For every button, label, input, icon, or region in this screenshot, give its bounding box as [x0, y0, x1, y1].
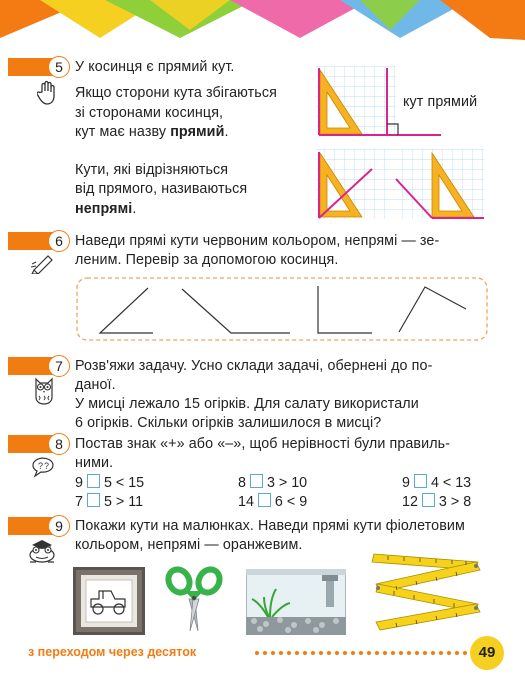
angle-1	[100, 288, 153, 333]
angle-2	[182, 289, 290, 333]
hand-icon	[37, 80, 59, 106]
pencil-icon	[30, 252, 56, 274]
rule-suffix: .	[224, 124, 229, 140]
footer-dot	[311, 651, 315, 655]
task-8-line-2: ними.	[75, 455, 114, 471]
task-5-nonright-line-3	[75, 200, 136, 220]
nonright-suffix: .	[132, 201, 137, 217]
framed-car-picture	[73, 567, 145, 635]
svg-text:?: ?	[38, 461, 44, 471]
page-number: 49	[478, 644, 496, 661]
task-6-line-2: леним. Перевір за допомогою косинця.	[75, 252, 339, 268]
footer-title: з переходом через десяток	[28, 645, 197, 659]
footer-dot	[303, 651, 307, 655]
task-5-nonright-line-1: Кути, які відрізняються	[75, 162, 229, 178]
footer-dot	[255, 651, 259, 655]
header-decoration	[0, 0, 525, 40]
angle-4	[399, 287, 466, 332]
footer-dot	[383, 651, 387, 655]
answer-box[interactable]	[250, 474, 263, 488]
footer-dot	[295, 651, 299, 655]
task-6-line-1: Наведи прямі кути червоним кольором, непрямі — зе-	[75, 233, 440, 249]
svg-text:?: ?	[44, 461, 50, 471]
answer-box[interactable]	[422, 493, 435, 507]
footer-dot	[351, 651, 355, 655]
footer-dot	[415, 651, 419, 655]
task-9-line-1: Покажи кути на малюнках. Наведи прямі кути фіолетовим	[75, 518, 465, 534]
angle-3	[318, 286, 372, 333]
footer-dot	[263, 651, 267, 655]
footer-dot	[463, 651, 467, 655]
task-5-rule-line-1: Якщо сторони кута збігаються	[75, 85, 277, 101]
inequality-2: 8 3 > 10	[238, 475, 308, 491]
answer-box[interactable]	[87, 474, 100, 488]
scissors-picture	[165, 565, 223, 631]
owl-icon	[32, 375, 56, 405]
answer-box[interactable]	[258, 493, 271, 507]
footer-dot	[455, 651, 459, 655]
question-bubble-icon	[30, 456, 56, 478]
footer-dot	[271, 651, 275, 655]
inequality-6: 12 3 > 8	[402, 494, 472, 510]
task-5-rule-line-3	[75, 123, 229, 143]
task-5-nonright-line-2: від прямого, називаються	[75, 181, 248, 197]
task-7-line-1: Розв'яжи задачу. Усно склади задачі, обернені до по-	[75, 358, 433, 374]
footer-dot	[375, 651, 379, 655]
footer-dot	[391, 651, 395, 655]
footer-dot	[399, 651, 403, 655]
frog-icon	[26, 537, 58, 565]
answer-box[interactable]	[87, 493, 100, 507]
task-7-number: 7	[48, 355, 70, 377]
task-5-rule-line-2: зі сторонами косинця,	[75, 105, 224, 121]
footer-dots	[253, 648, 469, 658]
task-7-line-3: У мисці лежало 15 огірків. Для салату використали	[75, 396, 419, 412]
task-7-line-2: даної.	[75, 377, 116, 393]
footer-dot	[335, 651, 339, 655]
task-5-number: 5	[48, 56, 70, 78]
answer-box[interactable]	[414, 474, 427, 488]
footer-dot	[367, 651, 371, 655]
task-9-number: 9	[48, 515, 70, 537]
task-8-line-1: Постав знак «+» або «–», щоб нерівності були правиль-	[75, 436, 451, 452]
inequality-4: 7 5 > 11	[75, 494, 144, 510]
inequality-1: 9 5 < 15	[75, 475, 145, 491]
footer-dot	[431, 651, 435, 655]
folding-ruler-picture	[368, 548, 484, 636]
inequality-5: 14 6 < 9	[238, 494, 308, 510]
footer-dot	[359, 651, 363, 655]
set-square-obtuse-angle-figure	[392, 149, 486, 221]
task-7-line-4: 6 огірків. Скільки огірків залишилося в мисці?	[75, 415, 382, 431]
task-5-title: У косинця є прямий кут.	[75, 59, 235, 75]
term-right-angle: прямий	[170, 124, 225, 140]
footer-dot	[319, 651, 323, 655]
footer-dot	[279, 651, 283, 655]
footer-dot	[447, 651, 451, 655]
set-square-acute-angle-figure	[314, 149, 396, 221]
footer-dot	[287, 651, 291, 655]
right-angle-label: кут прямий	[403, 94, 478, 110]
footer-dot	[327, 651, 331, 655]
task-6-number: 6	[48, 230, 70, 252]
inequality-3: 9 4 < 13	[402, 475, 472, 491]
footer-dot	[343, 651, 347, 655]
task-9-line-2: кольором, непрямі — оранжевим.	[75, 537, 303, 553]
footer-dot	[423, 651, 427, 655]
rule-prefix: кут має назву	[75, 124, 171, 140]
aquarium-picture	[246, 569, 346, 635]
task-6-angles-box	[76, 277, 488, 341]
footer-dot	[439, 651, 443, 655]
task-8-number: 8	[48, 433, 70, 455]
footer-dot	[407, 651, 411, 655]
term-non-right: непрямі	[75, 201, 133, 217]
